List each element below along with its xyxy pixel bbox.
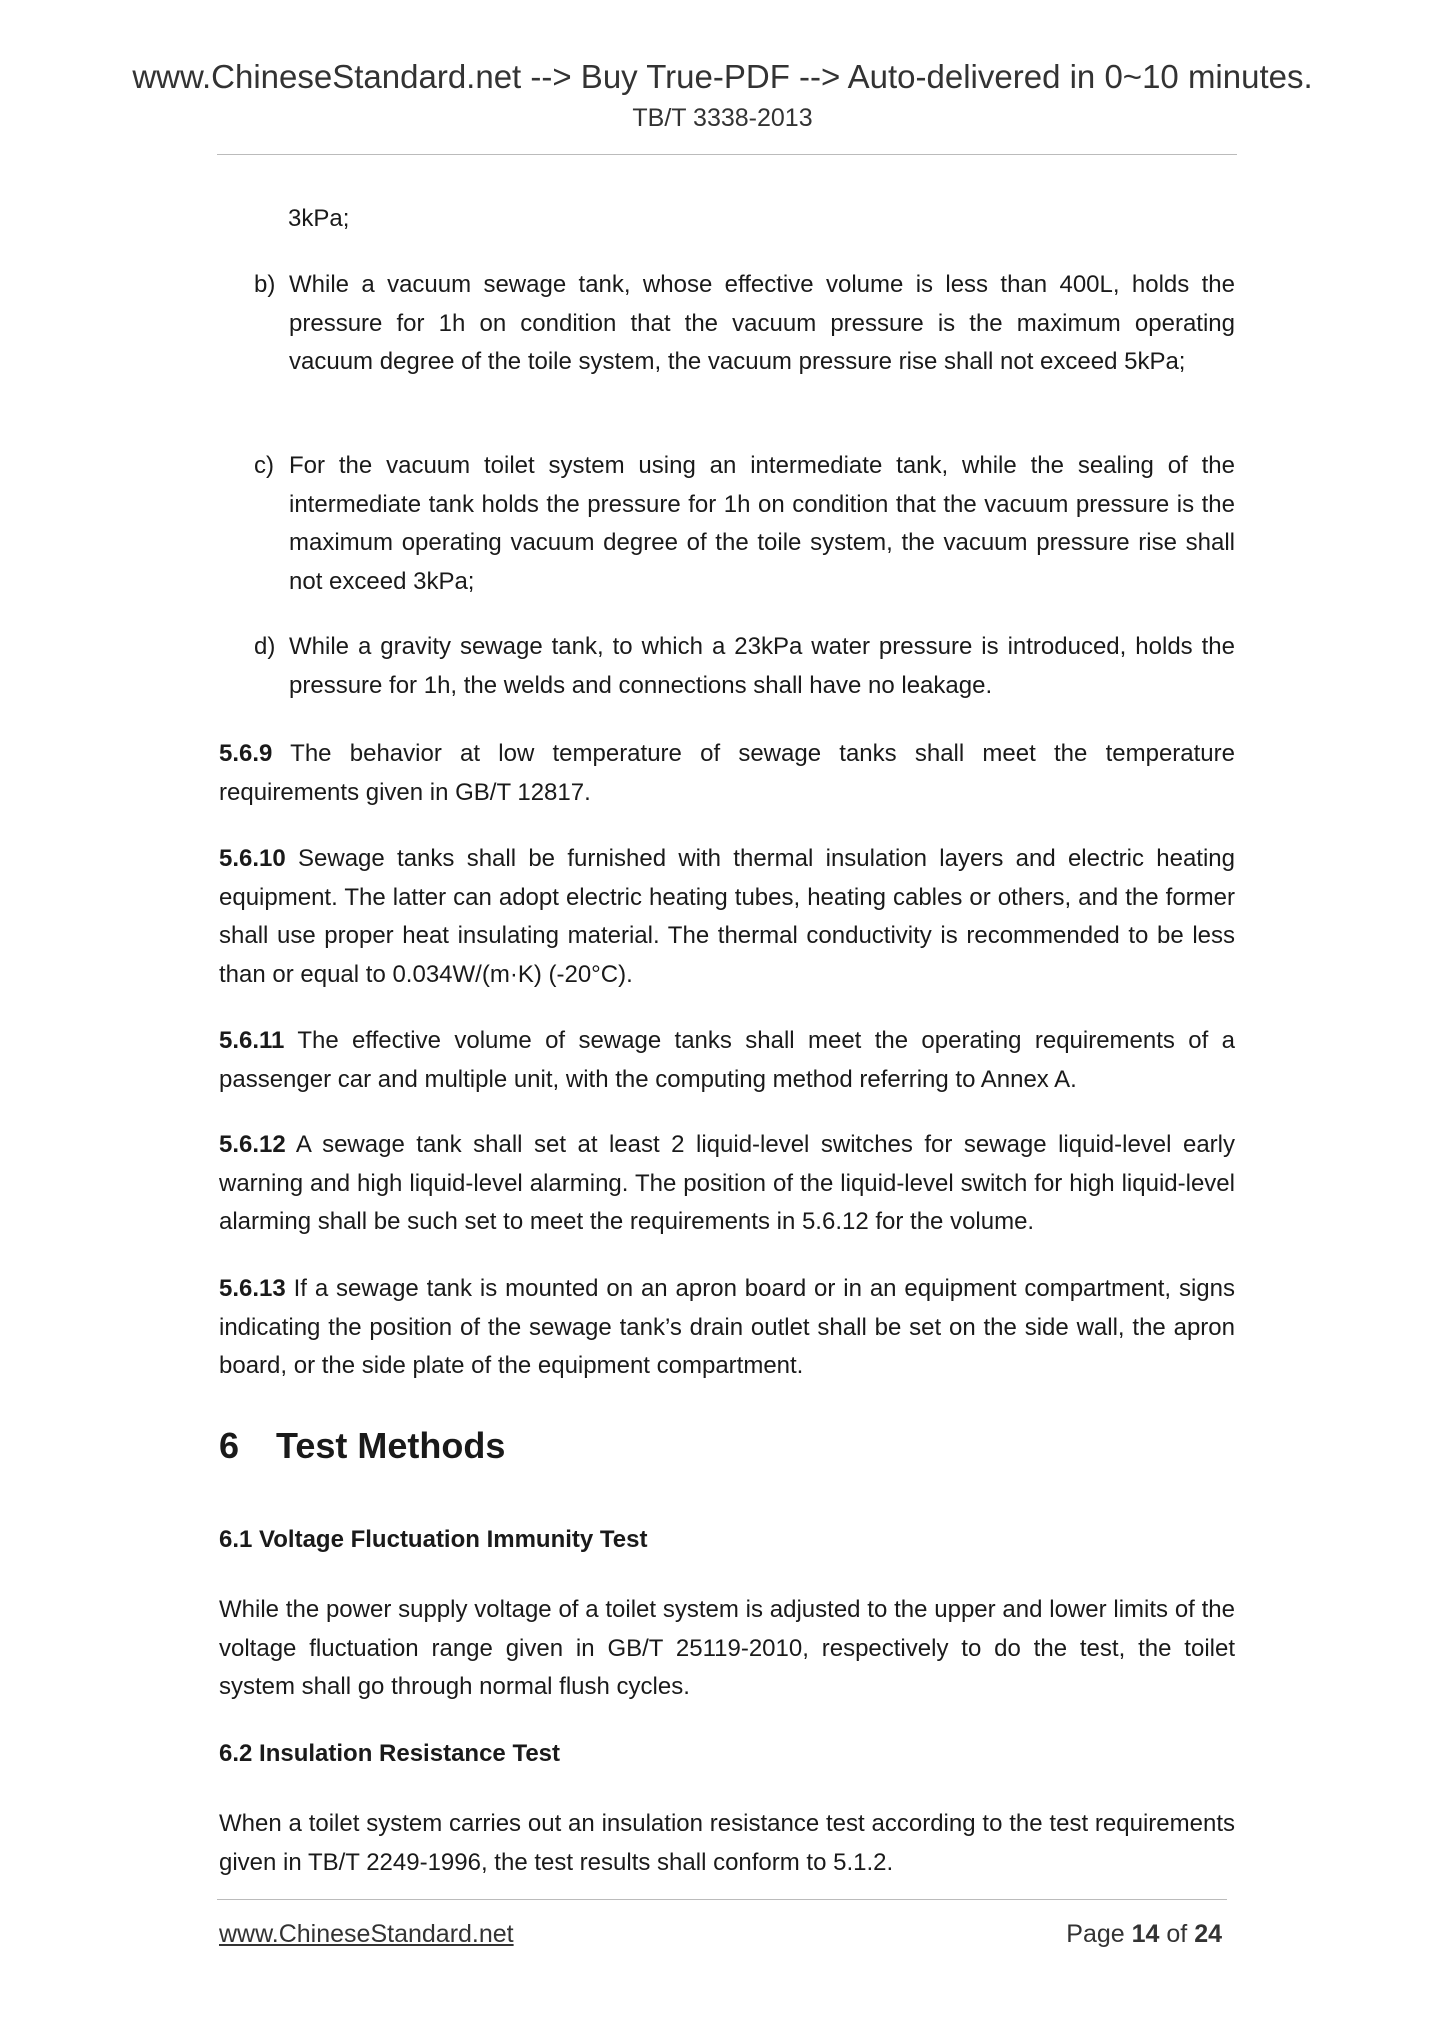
clause-text: If a sewage tank is mounted on an apron board or in an equipment compartment, signs indicating the position of the sewage tank’s drain outlet shall be set on the side wall, the apron board, or the side plate of the equipment compartment. [219, 1275, 1235, 1379]
list-item-label: b) [254, 271, 276, 298]
total-pages: 24 [1194, 1920, 1222, 1948]
clause-text: The behavior at low temperature of sewage tanks shall meet the temperature requirements given in GB/T 12817. [219, 740, 1235, 806]
subsection-text-6-2: When a toilet system carries out an insulation resistance test according to the test requirements given in TB/T 2249-1996, the test results shall conform to 5.1.2. [219, 1810, 1235, 1876]
footer-link[interactable]: www.ChineseStandard.net [219, 1920, 514, 1948]
list-item-c [219, 447, 1235, 601]
list-item-d [219, 628, 1235, 705]
list-item-text: For the vacuum toilet system using an intermediate tank, while the sealing of the intermediate tank holds the pressure for 1h on condition that the vacuum pressure is the maximum operating vacuum degree of the toile system, the vacuum pressure rise shall not exceed 3kPa; [289, 452, 1235, 595]
clause-number: 5.6.11 [219, 1027, 285, 1054]
clause-number: 5.6.9 [219, 740, 273, 767]
clause-number: 5.6.10 [219, 845, 286, 872]
list-item-b [219, 266, 1235, 382]
list-item-label: c) [254, 452, 274, 479]
section-heading [219, 1425, 505, 1467]
clause-5-6-12 [219, 1126, 1235, 1242]
header-banner[interactable]: www.ChineseStandard.net --> Buy True-PDF --> Auto-delivered in 0~10 minutes. [132, 58, 1313, 95]
clause-text: The effective volume of sewage tanks shall meet the operating requirements of a passenger car and multiple unit, with the computing method referring to Annex A. [219, 1027, 1235, 1093]
section-number: 6 [219, 1425, 240, 1466]
clause-5-6-11 [219, 1022, 1235, 1099]
current-page: 14 [1131, 1920, 1160, 1948]
list-item-text: While a gravity sewage tank, to which a 23kPa water pressure is introduced, holds the pressure for 1h, the welds and connections shall have no leakage. [289, 633, 1235, 699]
list-item-text: While a vacuum sewage tank, whose effective volume is less than 400L, holds the pressure for 1h on condition that the vacuum pressure is the maximum operating vacuum degree of the toile system, the vacuum pressure rise shall not exceed 5kPa; [289, 271, 1235, 375]
page-indicator [1066, 1920, 1222, 1949]
subsection-heading-6-2: 6.2 Insulation Resistance Test [219, 1740, 561, 1767]
clause-5-6-13 [219, 1270, 1235, 1386]
clause-text: A sewage tank shall set at least 2 liquid-level switches for sewage liquid-level early warning and high liquid-level alarming. The position of the liquid-level switch for high liquid-level alarming shall be such set to meet the requirements in 5.6.12 for the volume. [219, 1131, 1235, 1235]
clause-5-6-9 [219, 735, 1235, 812]
section-title: Test Methods [276, 1425, 506, 1466]
clause-number: 5.6.13 [219, 1275, 286, 1302]
of-word: of [1166, 1920, 1188, 1948]
list-item-label: d) [254, 633, 276, 660]
header-divider [217, 154, 1237, 155]
continuation-text: 3kPa; [288, 205, 350, 232]
standard-code: TB/T 3338-2013 [632, 104, 813, 132]
clause-5-6-10 [219, 840, 1235, 994]
page-word: Page [1066, 1920, 1125, 1948]
footer-divider [217, 1899, 1227, 1900]
subsection-heading-6-1: 6.1 Voltage Fluctuation Immunity Test [219, 1526, 648, 1553]
clause-number: 5.6.12 [219, 1131, 286, 1158]
subsection-text-6-1: While the power supply voltage of a toilet system is adjusted to the upper and lower limits of the voltage fluctuation range given in GB/T 25119-2010, respectively to do the test, the toilet system shall go through normal flush cycles. [219, 1596, 1235, 1700]
clause-text: Sewage tanks shall be furnished with thermal insulation layers and electric heating equipment. The latter can adopt electric heating tubes, heating cables or others, and the former shall use proper heat insulating material. The thermal conductivity is recommended to be less than or equal to 0.034W/(m·K) (-20°C). [219, 845, 1235, 988]
